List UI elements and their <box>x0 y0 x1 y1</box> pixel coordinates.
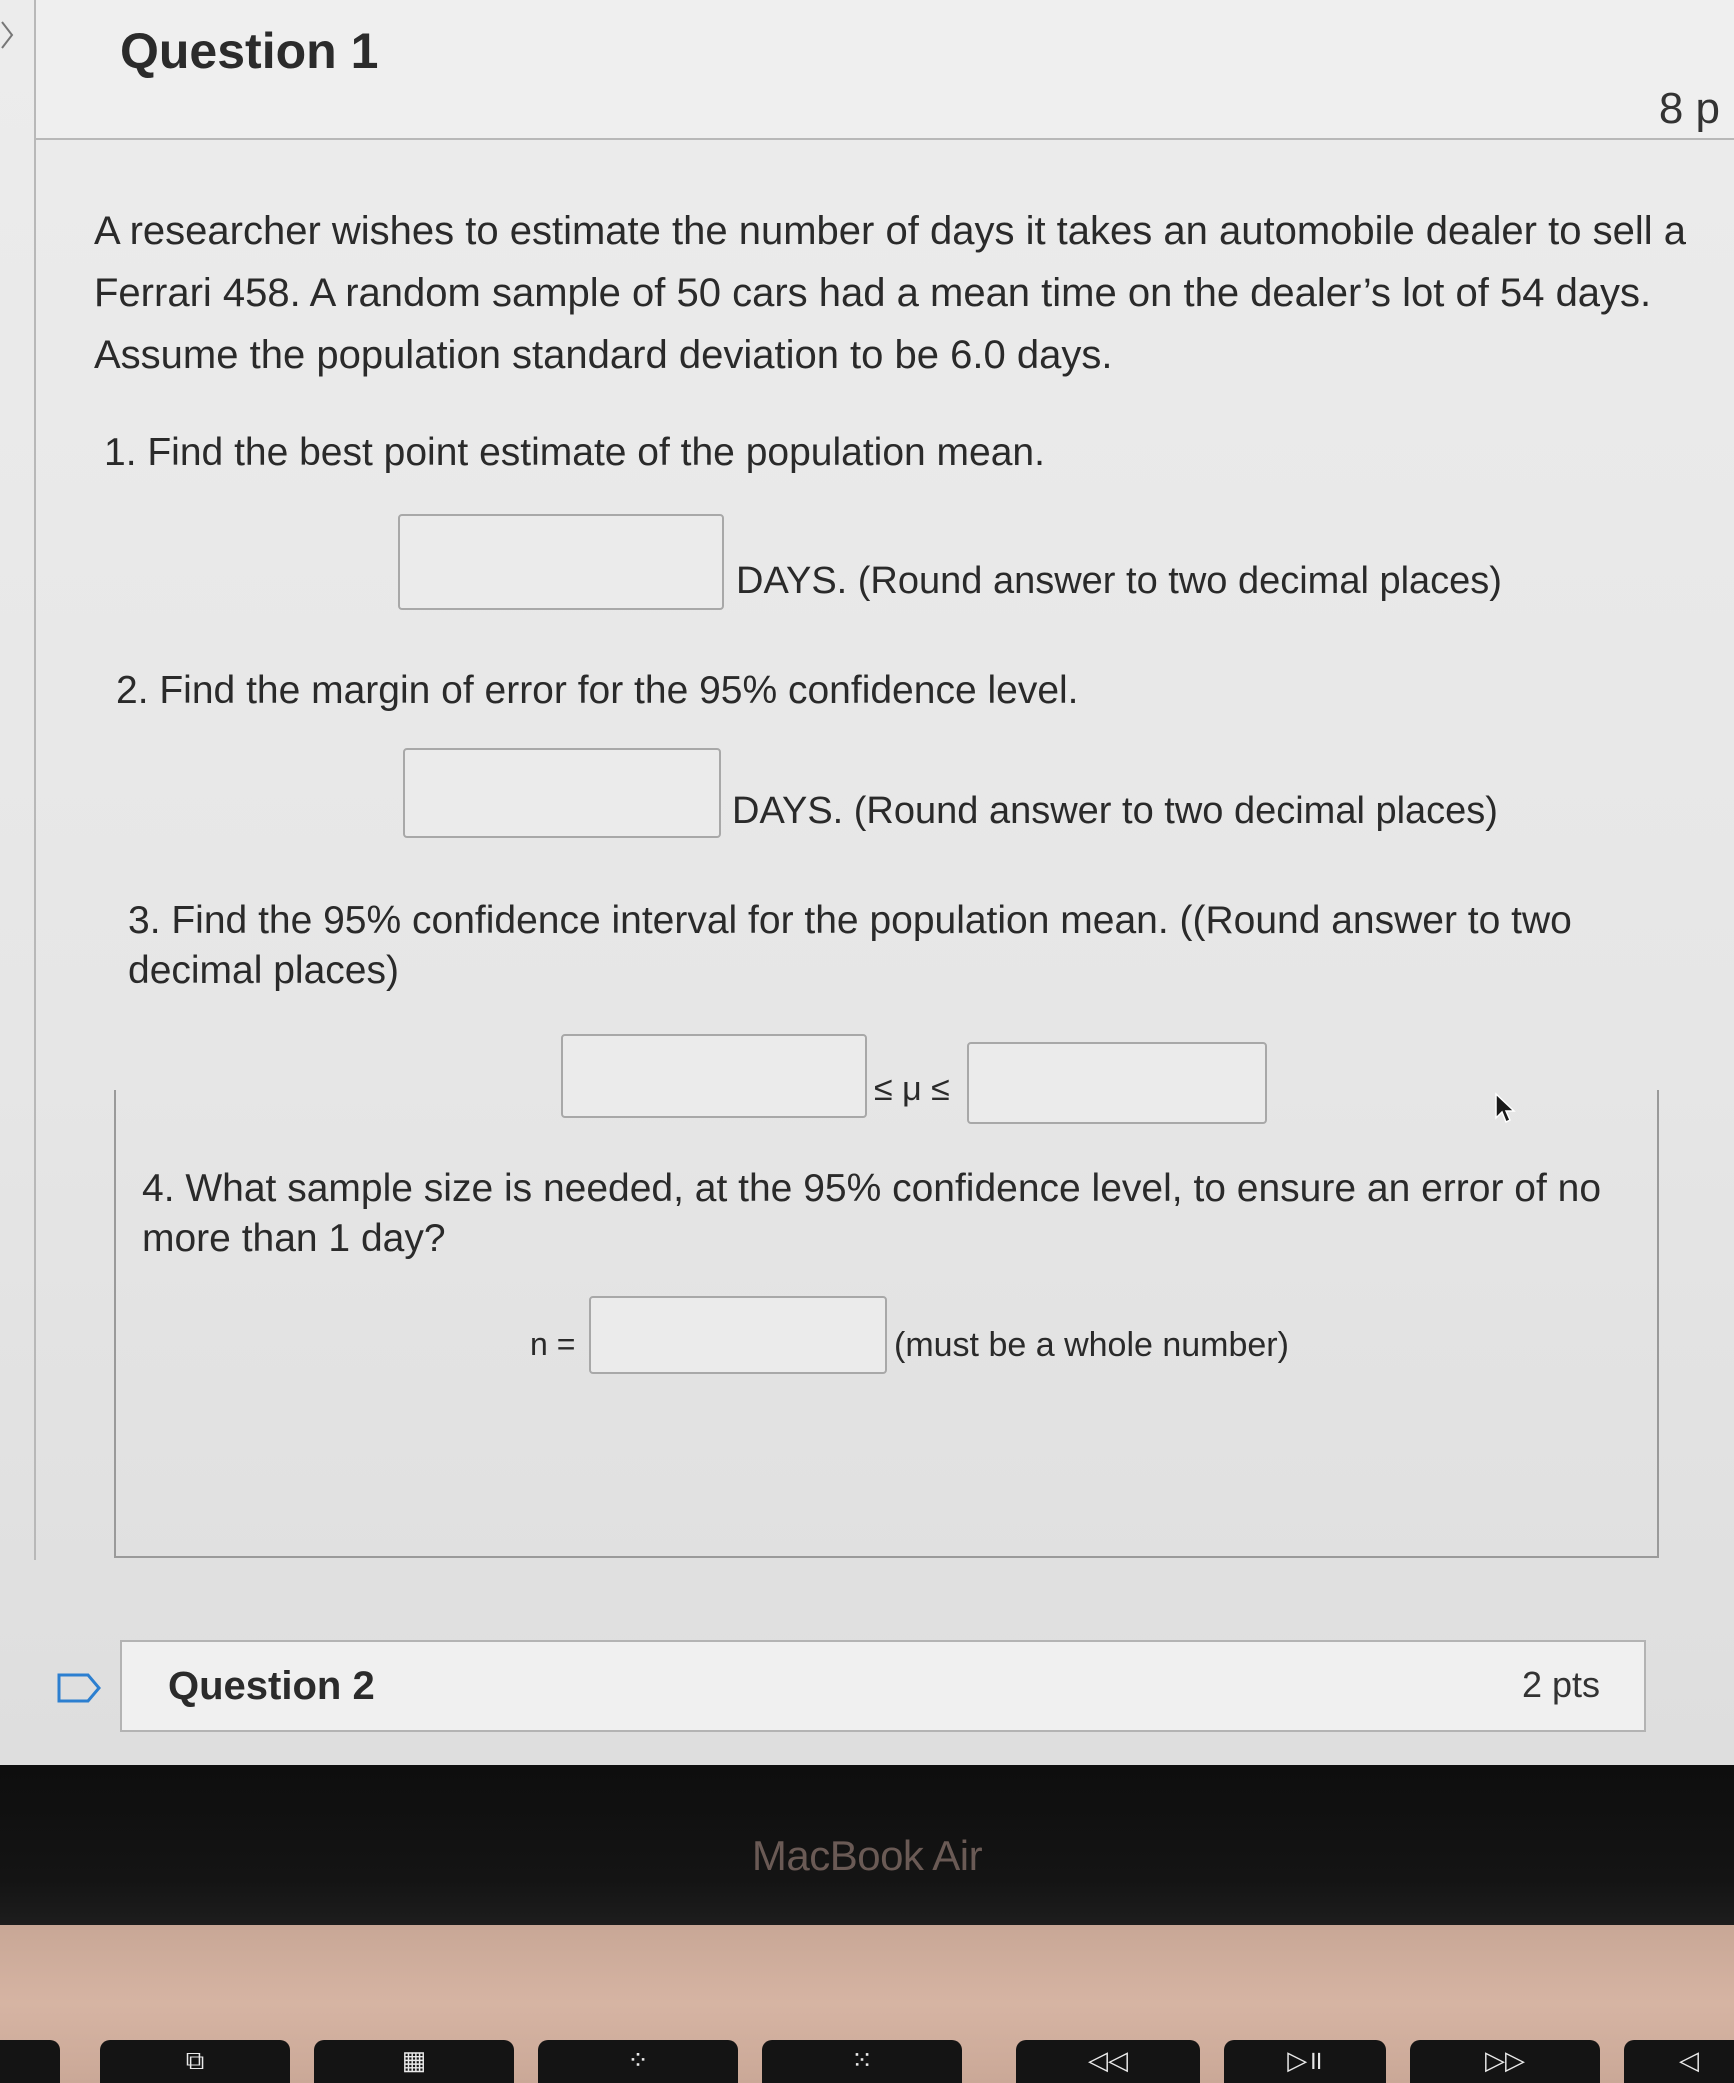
key-kbd-light-down[interactable] <box>538 2040 738 2083</box>
collapse-arrow-icon[interactable] <box>0 20 14 50</box>
key-brightness-down[interactable] <box>100 2040 290 2083</box>
key-play-pause[interactable] <box>1224 2040 1386 2083</box>
fast-forward-icon: ▷▷ <box>1485 2045 1525 2075</box>
item-2-prompt: 2. Find the margin of error for the 95% confidence level. <box>116 669 1079 712</box>
mouse-pointer-icon <box>1492 1092 1516 1126</box>
sample-size-input[interactable] <box>589 1296 887 1374</box>
question-1-title: Question 1 <box>120 23 379 79</box>
key-mute[interactable] <box>1624 2040 1734 2083</box>
bookmark-flag-icon[interactable] <box>56 1672 102 1704</box>
margin-of-error-input[interactable] <box>403 748 721 838</box>
question-1-header <box>34 0 1734 140</box>
item-2-suffix: DAYS. (Round answer to two decimal places) <box>732 790 1498 832</box>
item-1-suffix: DAYS. (Round answer to two decimal places) <box>736 560 1502 602</box>
question-1-stem: A researcher wishes to estimate the number of days it takes an automobile dealer to sell a Ferrari 458. A random sample of 50 cars had a mean time on the dealer’s lot of 54 days. Assume the population standard deviation to be 6.0 days. <box>94 209 1686 377</box>
ci-upper-bound-input[interactable] <box>967 1042 1267 1124</box>
mission-control-icon: ⧉ <box>185 2045 205 2075</box>
mute-icon: ◁ <box>1679 2045 1699 2075</box>
item-3-prompt: 3. Find the 95% confidence interval for the population mean. ((Round answer to two decimal places) <box>128 899 1572 992</box>
key-launchpad[interactable] <box>314 2040 514 2083</box>
item-4-prompt: 4. What sample size is needed, at the 95% confidence level, to ensure an error of no more than 1 day? <box>142 1167 1602 1260</box>
keyboard-light-down-icon: ⁘ <box>627 2045 649 2075</box>
play-pause-icon: ▷॥ <box>1287 2045 1323 2075</box>
point-estimate-input[interactable] <box>398 514 724 610</box>
question-1-points: 8 p <box>1658 84 1720 133</box>
item-4-suffix: (must be a whole number) <box>894 1326 1289 1364</box>
key-escape[interactable] <box>0 2040 60 2083</box>
rewind-icon: ◁◁ <box>1088 2045 1128 2075</box>
ci-inequality-symbol: ≤ μ ≤ <box>874 1070 950 1108</box>
keyboard-light-up-icon: ⁙ <box>851 2045 873 2075</box>
item-1-prompt: 1. Find the best point estimate of the population mean. <box>104 431 1045 474</box>
question-2-points: 2 pts <box>1521 1664 1600 1705</box>
sample-size-prefix: n = <box>530 1326 576 1362</box>
key-kbd-light-up[interactable] <box>762 2040 962 2083</box>
ci-lower-bound-input[interactable] <box>561 1034 867 1118</box>
question-2-title: Question 2 <box>168 1664 375 1708</box>
key-rewind[interactable] <box>1016 2040 1200 2083</box>
device-brand-label: MacBook Air <box>751 1832 983 1879</box>
question-2-header <box>120 1640 1646 1732</box>
launchpad-icon: ▦ <box>401 2045 427 2075</box>
key-fast-forward[interactable] <box>1410 2040 1600 2083</box>
